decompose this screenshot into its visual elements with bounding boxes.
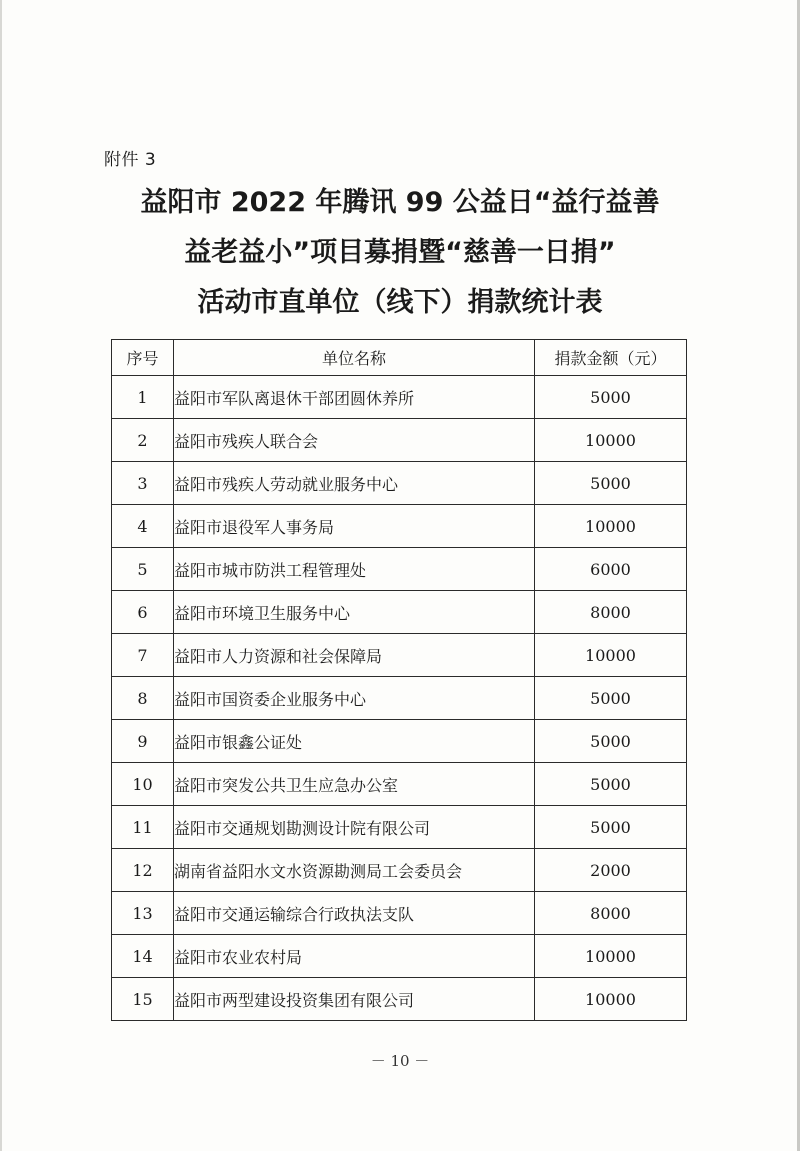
row-serial-number: 9 <box>112 720 174 763</box>
row-donation-amount: 6000 <box>535 548 687 591</box>
table-row <box>112 462 687 505</box>
page-number: － 10 － <box>370 1052 430 1070</box>
row-donation-amount: 10000 <box>535 505 687 548</box>
row-serial-number: 12 <box>112 849 174 892</box>
scan-edge-left <box>0 0 2 1151</box>
table-header-row <box>112 340 687 376</box>
row-donation-amount: 5000 <box>535 677 687 720</box>
table-row <box>112 720 687 763</box>
row-unit-name: 益阳市银鑫公证处 <box>174 720 535 763</box>
table-body <box>112 376 687 1021</box>
row-serial-number: 11 <box>112 806 174 849</box>
row-donation-amount: 8000 <box>535 591 687 634</box>
row-unit-name: 益阳市两型建设投资集团有限公司 <box>174 978 535 1021</box>
table-row <box>112 849 687 892</box>
row-unit-name: 益阳市国资委企业服务中心 <box>174 677 535 720</box>
row-donation-amount: 5000 <box>535 763 687 806</box>
title-line-2: 益老益小”项目募捐暨“慈善一日捐” <box>184 237 616 268</box>
row-unit-name: 益阳市环境卫生服务中心 <box>174 591 535 634</box>
row-unit-name: 益阳市军队离退休干部团圆休养所 <box>174 376 535 419</box>
row-unit-name: 益阳市人力资源和社会保障局 <box>174 634 535 677</box>
row-serial-number: 7 <box>112 634 174 677</box>
row-serial-number: 15 <box>112 978 174 1021</box>
attachment-label: 附件 3 <box>104 150 157 170</box>
row-donation-amount: 5000 <box>535 720 687 763</box>
table-row <box>112 376 687 419</box>
row-serial-number: 13 <box>112 892 174 935</box>
table-row <box>112 806 687 849</box>
table-row <box>112 935 687 978</box>
table-row <box>112 505 687 548</box>
row-donation-amount: 10000 <box>535 634 687 677</box>
document-title <box>100 178 700 328</box>
row-unit-name: 益阳市残疾人联合会 <box>174 419 535 462</box>
table-row <box>112 591 687 634</box>
row-donation-amount: 10000 <box>535 419 687 462</box>
donation-table <box>111 339 687 1021</box>
header-unit-name: 单位名称 <box>174 340 535 376</box>
row-donation-amount: 10000 <box>535 978 687 1021</box>
row-unit-name: 益阳市农业农村局 <box>174 935 535 978</box>
title-line-3: 活动市直单位（线下）捐款统计表 <box>197 287 603 318</box>
row-serial-number: 4 <box>112 505 174 548</box>
title-line-1: 益阳市 2022 年腾讯 99 公益日“益行益善 <box>140 187 660 218</box>
table-row <box>112 419 687 462</box>
table-row <box>112 548 687 591</box>
row-serial-number: 10 <box>112 763 174 806</box>
row-unit-name: 湖南省益阳水文水资源勘测局工会委员会 <box>174 849 535 892</box>
row-unit-name: 益阳市交通运输综合行政执法支队 <box>174 892 535 935</box>
row-serial-number: 8 <box>112 677 174 720</box>
row-unit-name: 益阳市交通规划勘测设计院有限公司 <box>174 806 535 849</box>
row-serial-number: 6 <box>112 591 174 634</box>
table-row <box>112 677 687 720</box>
row-serial-number: 2 <box>112 419 174 462</box>
row-unit-name: 益阳市城市防洪工程管理处 <box>174 548 535 591</box>
row-donation-amount: 10000 <box>535 935 687 978</box>
table-row <box>112 892 687 935</box>
row-donation-amount: 5000 <box>535 806 687 849</box>
table-row <box>112 978 687 1021</box>
table-row <box>112 763 687 806</box>
row-unit-name: 益阳市突发公共卫生应急办公室 <box>174 763 535 806</box>
row-donation-amount: 5000 <box>535 376 687 419</box>
row-donation-amount: 8000 <box>535 892 687 935</box>
header-serial-number: 序号 <box>112 340 174 376</box>
row-unit-name: 益阳市残疾人劳动就业服务中心 <box>174 462 535 505</box>
table-row <box>112 634 687 677</box>
row-serial-number: 3 <box>112 462 174 505</box>
row-unit-name: 益阳市退役军人事务局 <box>174 505 535 548</box>
row-serial-number: 5 <box>112 548 174 591</box>
row-serial-number: 14 <box>112 935 174 978</box>
row-serial-number: 1 <box>112 376 174 419</box>
row-donation-amount: 5000 <box>535 462 687 505</box>
header-donation-amount: 捐款金额（元） <box>535 340 687 376</box>
row-donation-amount: 2000 <box>535 849 687 892</box>
